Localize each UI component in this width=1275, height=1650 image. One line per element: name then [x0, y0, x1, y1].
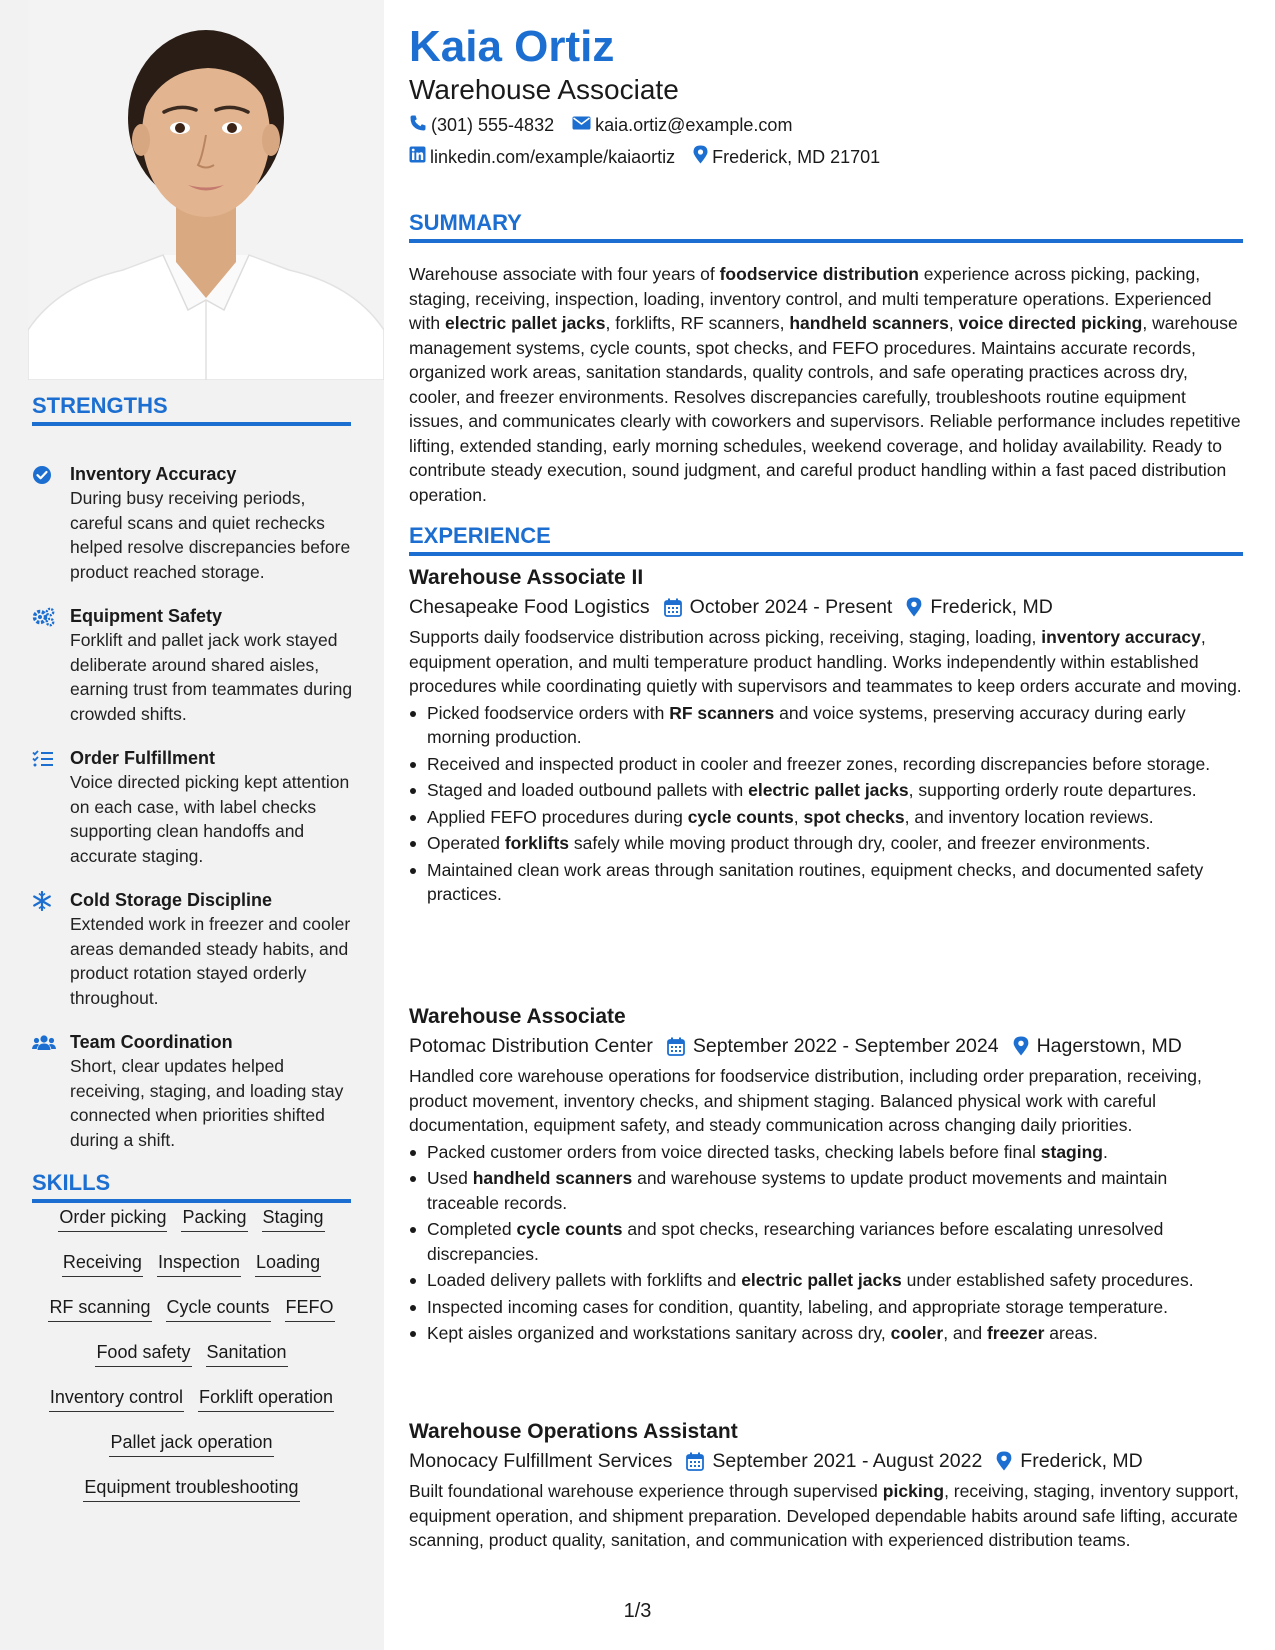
- skill-row: [32, 1250, 351, 1278]
- linkedin-text[interactable]: linkedin.com/example/kaiaortiz: [430, 146, 676, 167]
- text-run: Received and inspected product in cooler and freezer zones, recording discrepancies before storage.: [427, 753, 1211, 774]
- emphasis-text: RF scanners: [669, 702, 775, 723]
- bullet-item: [409, 1140, 1243, 1165]
- job-meta: [409, 592, 1243, 622]
- text-run: Handled core warehouse operations for foodservice distribution, including order preparation, receiving, product movement, inventory checks, and shipment staging. Balanced physical work with careful documentation, equipment safety, and steady communication across changing daily priorities.: [409, 1066, 1202, 1135]
- bullet-item: [409, 778, 1243, 803]
- text-run: Supports daily foodservice distribution across picking, receiving, staging, loading,: [409, 627, 1042, 647]
- emphasis-text: electric pallet jacks: [748, 780, 909, 800]
- emphasis-text: cooler: [890, 1323, 944, 1343]
- strength-description: During busy receiving periods, careful scans and quiet rechecks helped resolve discrepancies before product reached storage.: [70, 488, 351, 582]
- emphasis-text: handheld scanners: [789, 313, 949, 333]
- skill-tag: Receiving: [62, 1250, 143, 1277]
- bullet-item: [409, 1166, 1243, 1215]
- strength-title: Cold Storage Discipline: [70, 890, 273, 910]
- skill-tag: RF scanning: [48, 1295, 151, 1322]
- phone-text[interactable]: (301) 555-4832: [431, 115, 555, 135]
- job-entry: [409, 1418, 1243, 1553]
- envelope-icon: [572, 115, 595, 136]
- skill-row: [32, 1430, 351, 1458]
- linkedin-icon: [409, 146, 430, 168]
- skill-row: [32, 1295, 351, 1323]
- emphasis-text: electric pallet jacks: [444, 313, 606, 333]
- text-run: Applied FEFO procedures during: [427, 806, 688, 827]
- location-item: [693, 145, 880, 169]
- skill-tag: Packing: [181, 1205, 247, 1232]
- location-text: Frederick, MD 21701: [712, 146, 881, 167]
- text-run: under established safety procedures.: [901, 1270, 1194, 1290]
- strength-item: [32, 888, 357, 1010]
- job-entry: [409, 564, 1243, 909]
- skills-list: [32, 1205, 351, 1520]
- text-run: Kept aisles organized and workstations sanitary across dry,: [427, 1323, 891, 1343]
- job-meta: [409, 1446, 1243, 1476]
- skill-tag: Pallet jack operation: [109, 1430, 273, 1457]
- emphasis-text: staging: [1040, 1141, 1103, 1162]
- text-run: safely while moving product through dry, cooler, and freezer environments.: [569, 833, 1151, 853]
- job-location: Frederick, MD: [930, 596, 1053, 618]
- contact-row-2: [409, 145, 898, 169]
- emphasis-text: cycle counts: [687, 806, 794, 827]
- text-run: , receiving, staging, inventory support, equipment operation, and shipment preparation. Developed dependable habits around safe lifting, accurate scanning, product quality, sanitation, and communication with experienced distribution teams.: [409, 1481, 1239, 1550]
- gears-icon: [32, 604, 70, 726]
- check-circle-icon: [32, 462, 70, 584]
- text-run: areas.: [1044, 1323, 1098, 1343]
- snowflake-icon: [32, 888, 70, 1010]
- skill-tag: Equipment troubleshooting: [83, 1475, 299, 1502]
- strength-description: Forklift and pallet jack work stayed deliberate around shared aisles, earning trust from teammates during crowded shifts.: [70, 630, 353, 724]
- bullet-item: [409, 831, 1243, 856]
- text-run: , equipment operation, and multi temperature product handling. Works independently within established procedures while coordinating quietly with supervisors and teammates to keep orders accurate and moving.: [409, 627, 1242, 696]
- strength-item: [32, 1030, 357, 1152]
- job-meta: [409, 1031, 1243, 1061]
- text-run: and spot checks, researching variances before escalating unresolved discrepancies.: [427, 1219, 1164, 1264]
- map-pin-icon: [906, 597, 922, 617]
- text-run: , and: [943, 1323, 987, 1343]
- skill-tag: Order picking: [58, 1205, 167, 1232]
- text-run: , forklifts, RF scanners,: [605, 313, 790, 333]
- text-run: ,: [793, 806, 804, 827]
- skill-tag: Inventory control: [49, 1385, 184, 1412]
- emphasis-text: spot checks: [803, 806, 905, 827]
- job-role: Warehouse Operations Assistant: [409, 1420, 738, 1443]
- profile-photo: [28, 0, 384, 380]
- bullet-item: [409, 858, 1243, 907]
- strength-title: Equipment Safety: [70, 606, 223, 626]
- text-run: Built foundational warehouse experience through supervised: [409, 1481, 883, 1501]
- text-run: , warehouse management systems, cycle counts, spot checks, and FEFO procedures. Maintains accurate records, organized work areas, sanitation standards, quality controls, and safe operating practices across dry, cooler, and freezer environments. Resolves discrepancies carefully, troubleshoots routine equipment issues, and communicates clearly with coworkers and supervisors. Reliable performance includes repetitive lifting, extended standing, early morning schedules, weekend coverage, and holiday availability. Ready to contribute steady execution, sound judgment, and careful product handling within a fast paced distribution operation.: [409, 313, 1241, 505]
- job-role: Warehouse Associate II: [409, 566, 644, 589]
- skill-tag: Food safety: [95, 1340, 191, 1367]
- text-run: , and inventory location reviews.: [904, 806, 1154, 827]
- emphasis-text: freezer: [986, 1323, 1045, 1343]
- job-description: [409, 1479, 1243, 1553]
- skill-row: [32, 1205, 351, 1233]
- calendar-icon: [686, 1452, 704, 1471]
- strength-description: Voice directed picking kept attention on each case, with label checks supporting clean handoffs and accurate staging.: [70, 772, 350, 866]
- text-run: Packed customer orders from voice directed tasks, checking labels before final: [427, 1141, 1041, 1162]
- text-run: Picked foodservice orders with: [427, 702, 670, 723]
- linkedin-item: [409, 146, 675, 168]
- job-company: Chesapeake Food Logistics: [409, 596, 650, 618]
- skill-tag: Forklift operation: [198, 1385, 334, 1412]
- job-bullets: [409, 1140, 1243, 1346]
- bullet-item: [409, 1295, 1243, 1320]
- strength-item: [32, 604, 357, 726]
- phone-icon: [409, 114, 431, 137]
- map-pin-icon: [996, 1451, 1012, 1471]
- job-entry: [409, 1003, 1243, 1348]
- bullet-item: [409, 1321, 1243, 1346]
- job-description: [409, 625, 1243, 699]
- job-description: [409, 1064, 1243, 1138]
- strength-title: Team Coordination: [70, 1032, 233, 1052]
- skill-tag: FEFO: [285, 1295, 335, 1322]
- job-role: Warehouse Associate: [409, 1005, 626, 1028]
- sidebar: [0, 0, 384, 1650]
- map-pin-icon: [693, 145, 712, 169]
- portrait-image: [28, 0, 384, 380]
- job-location: Frederick, MD: [1020, 1450, 1143, 1472]
- text-run: Used: [427, 1168, 473, 1188]
- text-run: Inspected incoming cases for condition, quantity, labeling, and appropriate storage temperature.: [427, 1296, 1168, 1317]
- contact-row-1: [409, 114, 810, 137]
- email-item: [572, 115, 792, 136]
- summary-heading: SUMMARY: [409, 210, 1243, 243]
- emphasis-text: electric pallet jacks: [741, 1270, 902, 1290]
- text-run: and voice systems, preserving accuracy during early morning production.: [427, 702, 1186, 747]
- text-run: , supporting orderly route departures.: [908, 780, 1197, 800]
- strength-title: Inventory Accuracy: [70, 464, 237, 484]
- skill-row: [32, 1340, 351, 1368]
- skill-tag: Inspection: [157, 1250, 241, 1277]
- strength-description: Short, clear updates helped receiving, staging, and loading stay connected when priorities shifted during a shift.: [70, 1056, 344, 1150]
- skill-row: [32, 1475, 351, 1503]
- text-run: Operated: [427, 833, 505, 853]
- text-run: Maintained clean work areas through sanitation routines, equipment checks, and documented safety practices.: [427, 859, 1204, 904]
- strength-title: Order Fulfillment: [70, 748, 216, 768]
- page-number: 1/3: [623, 1600, 652, 1622]
- skills-heading: SKILLS: [32, 1170, 351, 1203]
- skill-tag: Cycle counts: [166, 1295, 271, 1322]
- calendar-icon: [667, 1037, 685, 1056]
- job-dates: September 2021 - August 2022: [712, 1450, 983, 1472]
- emphasis-text: voice directed picking: [958, 313, 1143, 333]
- email-text[interactable]: kaia.ortiz@example.com: [595, 115, 793, 135]
- list-check-icon: [32, 746, 70, 868]
- strength-item: [32, 746, 357, 868]
- emphasis-text: foodservice distribution: [719, 264, 919, 284]
- text-run: experience across picking, packing, staging, receiving, inspection, loading, inventory control, and multi temperature operations. Experienced with: [409, 264, 1212, 333]
- job-dates: October 2024 - Present: [689, 596, 893, 618]
- candidate-name: Kaia Ortiz: [409, 22, 615, 71]
- map-pin-icon: [1013, 1036, 1029, 1056]
- job-dates: September 2022 - September 2024: [692, 1035, 999, 1057]
- emphasis-text: picking: [882, 1481, 945, 1501]
- text-run: and warehouse systems to update product movements and maintain traceable records.: [427, 1168, 1168, 1213]
- skill-tag: Loading: [255, 1250, 321, 1277]
- job-company: Potomac Distribution Center: [409, 1035, 653, 1057]
- text-run: Staged and loaded outbound pallets with: [427, 780, 749, 800]
- bullet-item: [409, 752, 1243, 777]
- calendar-icon: [664, 598, 682, 617]
- job-company: Monocacy Fulfillment Services: [409, 1450, 673, 1472]
- skill-tag: Staging: [262, 1205, 325, 1232]
- bullet-item: [409, 1268, 1243, 1293]
- emphasis-text: forklifts: [504, 833, 570, 853]
- job-bullets: [409, 701, 1243, 907]
- emphasis-text: handheld scanners: [472, 1168, 633, 1188]
- bullet-item: [409, 1217, 1243, 1266]
- strengths-heading: STRENGTHS: [32, 393, 351, 426]
- phone-item: [409, 114, 554, 137]
- emphasis-text: cycle counts: [516, 1219, 623, 1239]
- strengths-list: [32, 462, 357, 1172]
- text-run: Completed: [427, 1219, 517, 1239]
- strength-description: Extended work in freezer and cooler areas demanded steady habits, and product rotation stayed orderly throughout.: [70, 914, 351, 1008]
- text-run: Warehouse associate with four years of: [409, 264, 720, 284]
- bullet-item: [409, 701, 1243, 750]
- users-icon: [32, 1030, 70, 1152]
- text-run: ,: [948, 313, 959, 333]
- experience-heading: EXPERIENCE: [409, 523, 1243, 556]
- strength-item: [32, 462, 357, 584]
- job-location: Hagerstown, MD: [1036, 1035, 1182, 1057]
- emphasis-text: inventory accuracy: [1041, 627, 1201, 647]
- text-run: Loaded delivery pallets with forklifts and: [427, 1270, 742, 1290]
- summary-text: [409, 262, 1243, 507]
- skill-row: [32, 1385, 351, 1413]
- bullet-item: [409, 805, 1243, 830]
- text-run: .: [1103, 1141, 1108, 1162]
- skill-tag: Sanitation: [206, 1340, 288, 1367]
- candidate-title: Warehouse Associate: [409, 74, 679, 105]
